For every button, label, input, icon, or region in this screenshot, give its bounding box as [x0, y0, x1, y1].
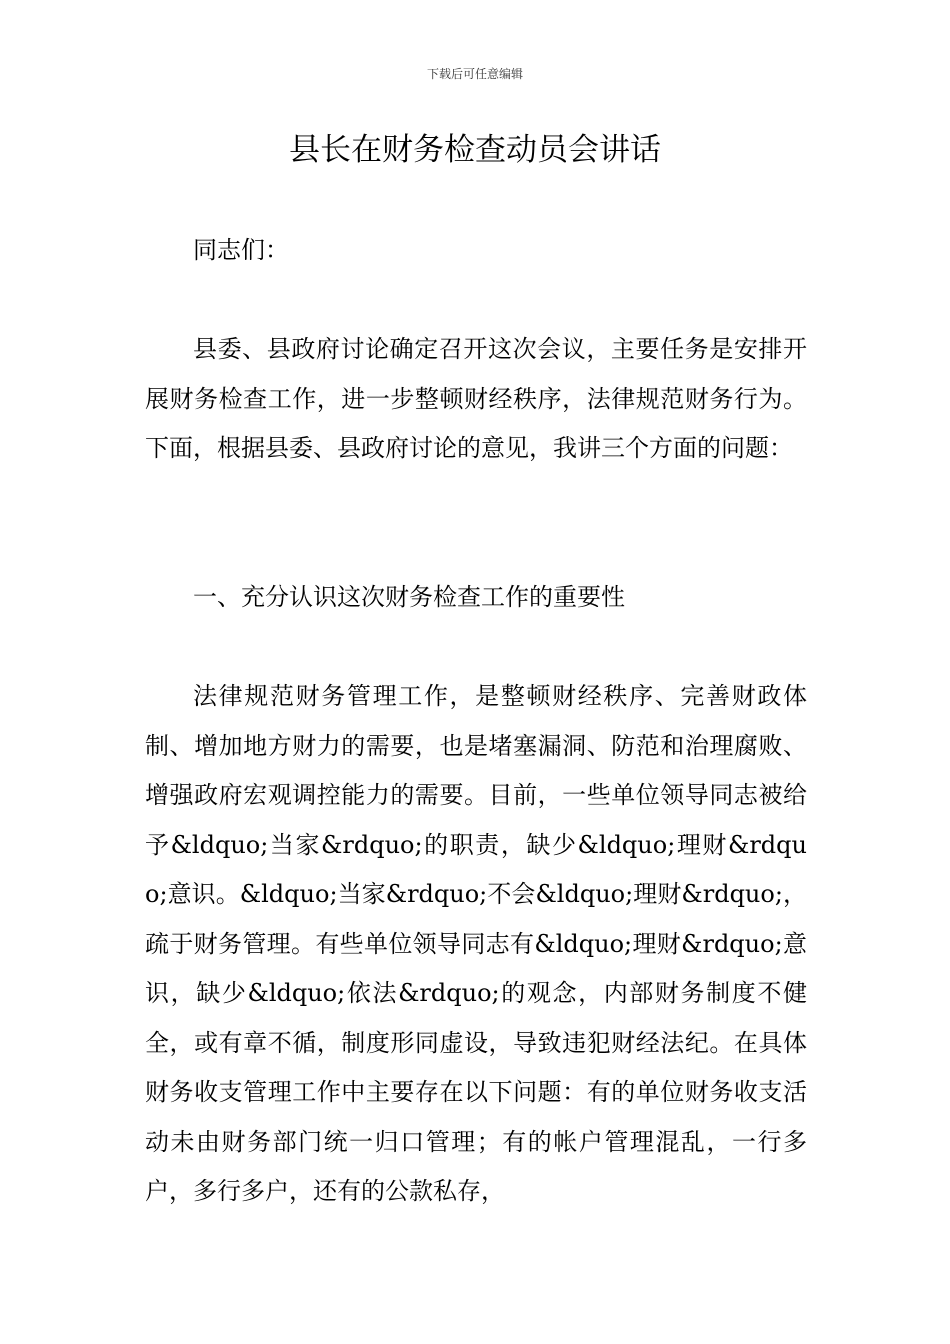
section-heading-1: 一、充分认识这次财务检查工作的重要性	[193, 583, 625, 611]
paragraph-importance: 法律规范财务管理工作，是整顿财经秩序、完善财政体制、增加地方财力的需要，也是堵塞漏洞、防范和治理腐败、增强政府宏观调控能力的需要。目前，一些单位领导同志被给予&ldquo;当家&rdquo;的职责，缺少&ldquo;理财&rdquo;意识。&ldquo;当家&rdquo;不会&ldquo;理财&rdquo;，疏于财务管理。有些单位领导同志有&ldquo;理财&rdquo;意识，缺少&ldquo;依法&rdquo;的观念，内部财务制度不健全，或有章不循，制度形同虚设，导致违犯财经法纪。在具体财务收支管理工作中主要存在以下问题：有的单位财务收支活动未由财务部门统一归口管理；有的帐户管理混乱，一行多户，多行多户，还有的公款私存，	[145, 682, 807, 1205]
paragraph-intro: 县委、县政府讨论确定召开这次会议，主要任务是安排开展财务检查工作，进一步整顿财经秩序，法律规范财务行为。下面，根据县委、县政府讨论的意见，我讲三个方面的问题：	[145, 335, 807, 462]
download-note: 下载后可任意编辑	[426, 67, 523, 81]
salutation: 同志们：	[193, 236, 289, 264]
document-title: 县长在财务检查动员会讲话	[289, 132, 661, 168]
